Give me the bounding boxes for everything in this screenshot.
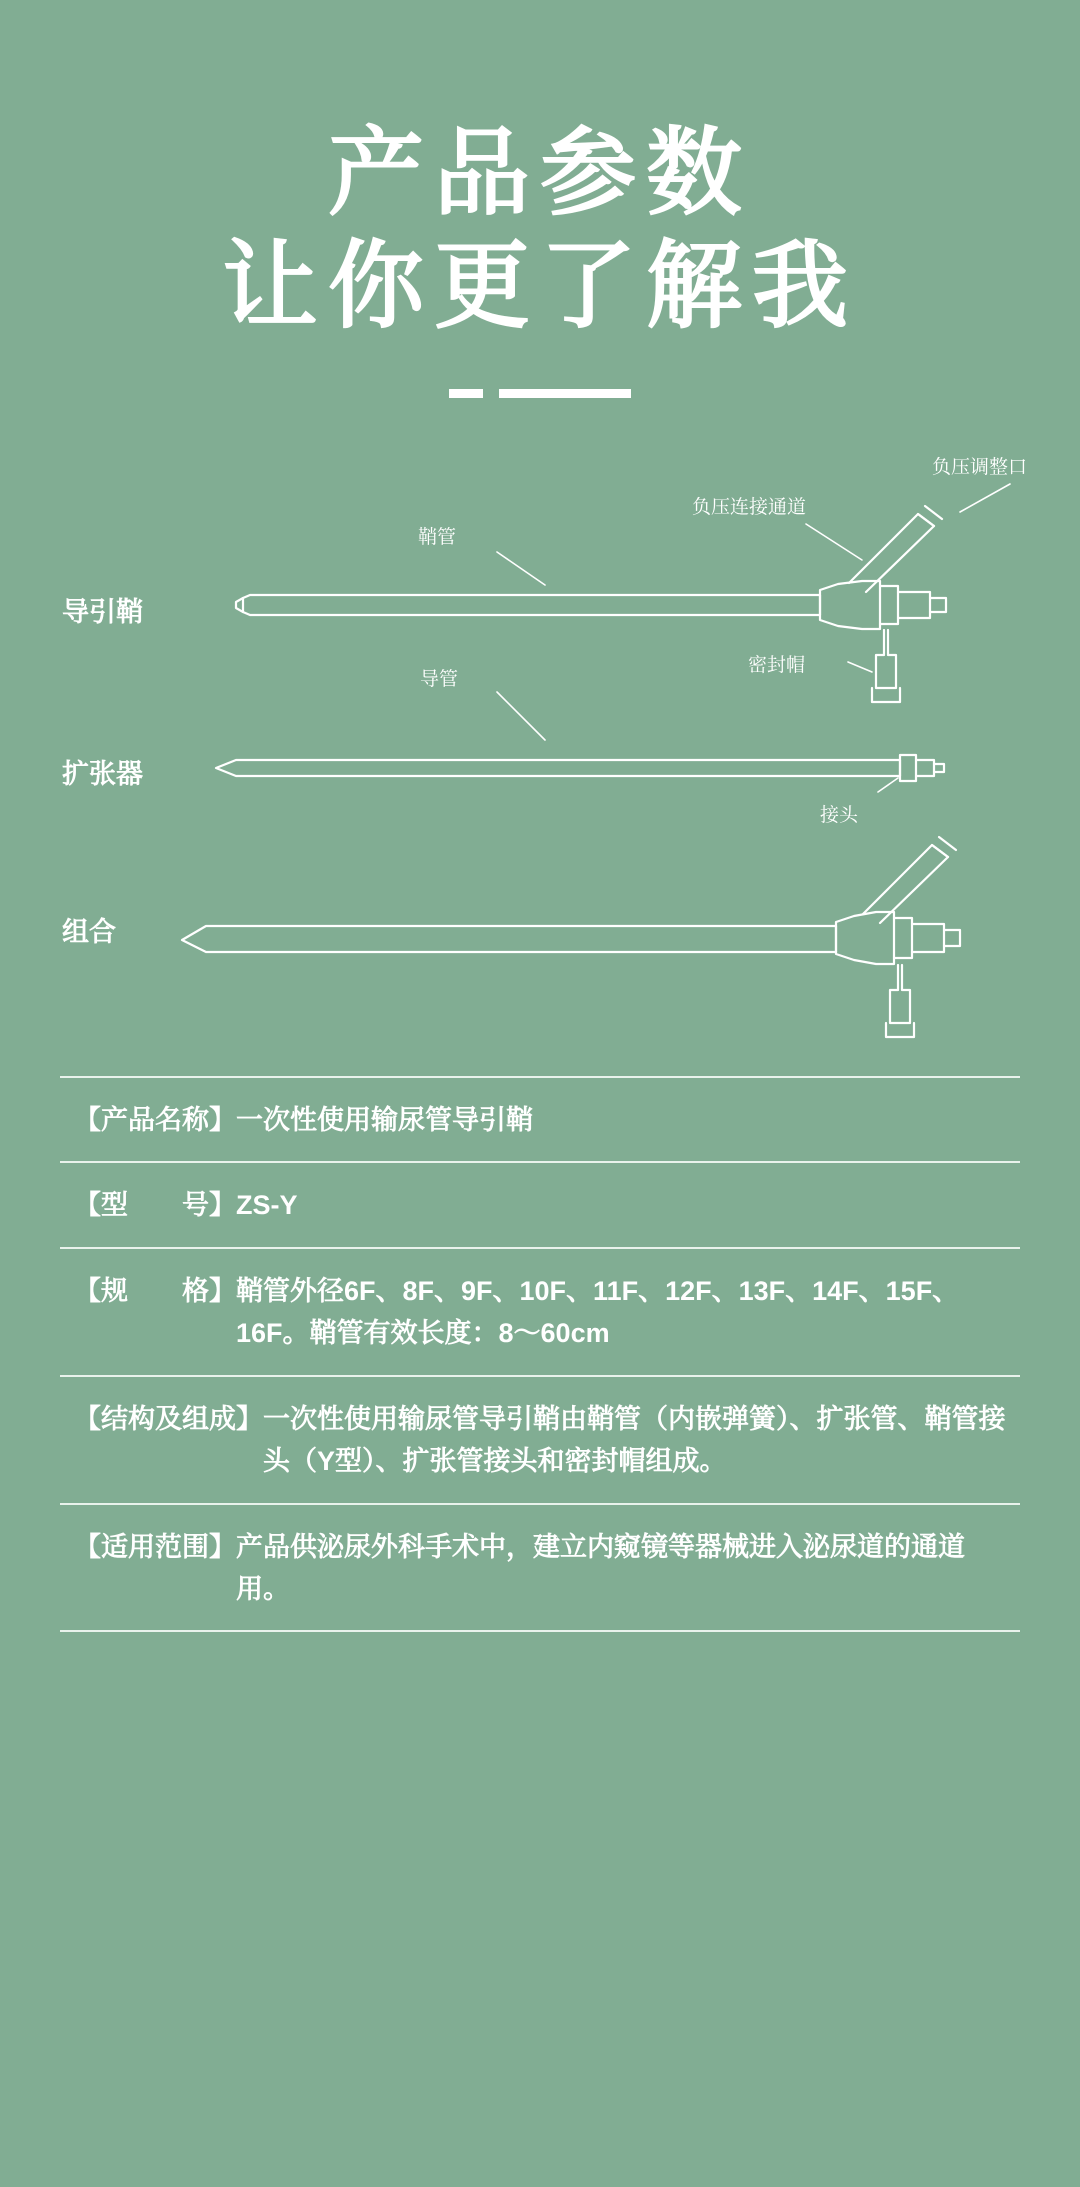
spec-value: 鞘管外径6F、8F、9F、10F、11F、12F、13F、14F、15F、16F。鞘管有效长度：8～60cm	[236, 1276, 960, 1349]
spec-key: 【产品名称】	[74, 1104, 236, 1135]
callout-seal-cap: 密封帽	[748, 654, 806, 676]
sheath-assembly-drawing	[236, 506, 946, 702]
spec-key: 【适用范围】	[74, 1531, 236, 1562]
page-title-line1: 产品参数	[328, 120, 752, 227]
spec-row	[60, 1505, 1020, 1633]
diagram-svg	[0, 440, 1080, 1040]
spec-value: 一次性使用输尿管导引鞘由鞘管（内嵌弹簧）、扩张管、鞘管接头（Y型）、扩张管接头和密封帽组成。	[263, 1404, 1006, 1476]
spec-key: 【型 号】	[74, 1190, 236, 1221]
specifications-list	[60, 1076, 1020, 1633]
callout-negative-pressure-channel: 负压连接通道	[692, 496, 807, 518]
spec-row	[60, 1076, 1020, 1164]
page-header	[0, 0, 1080, 398]
callout-negative-pressure-port: 负压调整口	[932, 456, 1028, 478]
combination-assembly-drawing	[182, 837, 960, 1037]
dilator-assembly-drawing	[216, 755, 944, 781]
spec-key: 【结构及组成】	[74, 1404, 263, 1434]
spec-row	[60, 1249, 1020, 1377]
spec-value: ZS-Y	[236, 1190, 298, 1221]
row-label-dilator: 扩张器	[62, 758, 143, 789]
row-label-sheath: 导引鞘	[62, 596, 143, 627]
spec-row	[60, 1377, 1020, 1505]
spec-row	[60, 1163, 1020, 1249]
row-label-combination: 组合	[62, 916, 116, 947]
page-title-line2: 让你更了解我	[222, 232, 858, 340]
spec-value: 一次性使用输尿管导引鞘	[236, 1104, 533, 1135]
callout-sheath-tube: 鞘管	[418, 526, 457, 548]
callout-connector: 接头	[820, 804, 859, 826]
divider-dash-long	[499, 389, 631, 398]
spec-value: 产品供泌尿外科手术中，建立内窥镜等器械进入泌尿道的通道用。	[236, 1531, 965, 1604]
title-divider	[0, 389, 1080, 398]
callout-guide-tube: 导管	[420, 668, 459, 690]
product-diagram	[0, 440, 1080, 1040]
spec-key: 【规 格】	[74, 1276, 236, 1307]
divider-dash-short	[449, 389, 483, 398]
